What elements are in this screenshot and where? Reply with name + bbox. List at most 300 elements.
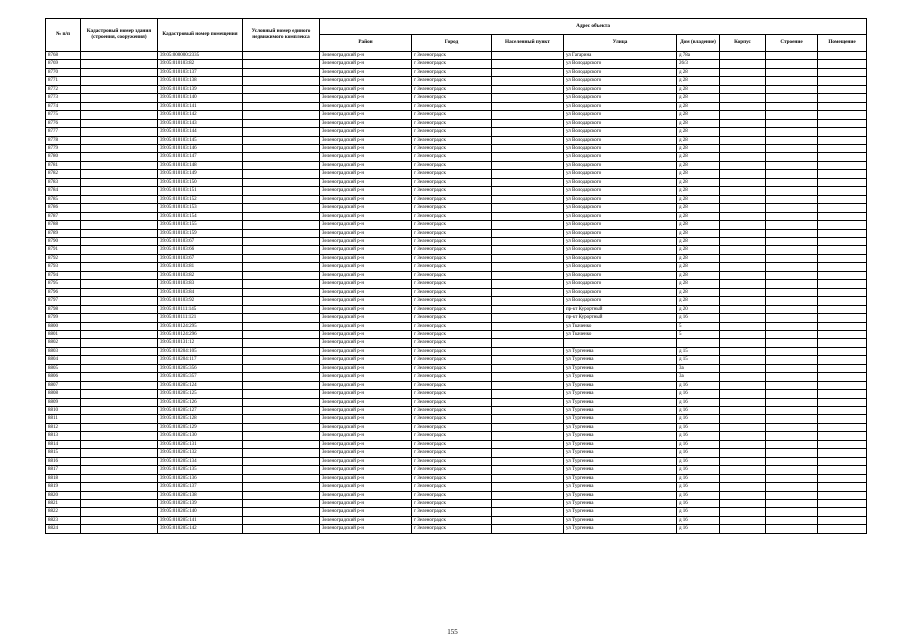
cell-house: 5 [677,330,720,338]
cell-city: г Зеленоградск [412,297,492,305]
cell-house: д 28 [677,161,720,169]
table-row [46,94,867,102]
cell-city: г Зеленоградск [412,144,492,152]
cell-complex [243,170,320,178]
cell-district: Зеленоградский р-н [320,457,412,465]
cell-settlement [492,474,564,482]
cell-pomeshchenie [818,153,867,161]
cell-pomeshchenie [818,466,867,474]
cell-num: 8771 [46,77,81,85]
cell-pomeshchenie [818,161,867,169]
cell-complex [243,195,320,203]
cell-num: 8807 [46,381,81,389]
table-row [46,204,867,212]
table-row [46,85,867,93]
cell-settlement [492,195,564,203]
cell-city: г Зеленоградск [412,68,492,76]
cell-stroenie [766,161,818,169]
cell-kad-building [81,144,158,152]
cell-pomeshchenie [818,94,867,102]
cell-korpus [720,474,766,482]
cell-stroenie [766,263,818,271]
cell-city: г Зеленоградск [412,449,492,457]
cell-korpus [720,119,766,127]
cell-house: д 16 [677,423,720,431]
cell-kad-room: 39:05:010103:146 [158,144,243,152]
cell-pomeshchenie [818,229,867,237]
cell-city: г Зеленоградск [412,237,492,245]
cell-district: Зеленоградский р-н [320,364,412,372]
cell-stroenie [766,288,818,296]
table-row [46,52,867,60]
cell-kad-building [81,356,158,364]
cell-num: 8798 [46,305,81,313]
cell-district: Зеленоградский р-н [320,85,412,93]
cell-kad-room: 39:05:010103:151 [158,187,243,195]
cell-korpus [720,373,766,381]
cell-district: Зеленоградский р-н [320,212,412,220]
cell-house [677,339,720,347]
cell-complex [243,68,320,76]
cell-korpus [720,516,766,524]
cell-stroenie [766,178,818,186]
cell-num: 8799 [46,314,81,322]
cell-street: ул Володарского [564,170,677,178]
cell-korpus [720,381,766,389]
cell-complex [243,204,320,212]
cell-city: г Зеленоградск [412,288,492,296]
cell-stroenie [766,85,818,93]
cell-house: д 28 [677,195,720,203]
cell-house: д 28 [677,280,720,288]
cell-kad-building [81,516,158,524]
cell-korpus [720,500,766,508]
cell-city: г Зеленоградск [412,111,492,119]
cell-korpus [720,144,766,152]
table-body [46,52,867,534]
cell-city: г Зеленоградск [412,390,492,398]
cell-city: г Зеленоградск [412,204,492,212]
cell-street: ул Володарского [564,254,677,262]
cell-pomeshchenie [818,77,867,85]
cell-num: 8804 [46,356,81,364]
cell-kad-room: 39:05:010205:140 [158,508,243,516]
cell-city: г Зеленоградск [412,94,492,102]
cell-korpus [720,246,766,254]
cell-num: 8808 [46,390,81,398]
cell-city: г Зеленоградск [412,102,492,110]
cell-city: г Зеленоградск [412,322,492,330]
cell-street: ул Володарского [564,94,677,102]
cell-district: Зеленоградский р-н [320,68,412,76]
cell-settlement [492,449,564,457]
cell-district: Зеленоградский р-н [320,483,412,491]
cell-settlement [492,254,564,262]
cell-kad-building [81,161,158,169]
cell-district: Зеленоградский р-н [320,128,412,136]
cell-kad-building [81,322,158,330]
col-header-house: Дом (владение) [677,35,720,52]
cell-kad-building [81,330,158,338]
cell-kad-room: 39:05:010111:121 [158,314,243,322]
cell-korpus [720,229,766,237]
cell-city: г Зеленоградск [412,305,492,313]
table-row [46,381,867,389]
cell-settlement [492,390,564,398]
table-row [46,525,867,533]
col-header-street: Улица [564,35,677,52]
cell-settlement [492,508,564,516]
table-row [46,466,867,474]
cell-street: ул Володарского [564,187,677,195]
cell-house: д 28 [677,237,720,245]
table-row [46,237,867,245]
cell-house: д 28 [677,297,720,305]
cell-kad-building [81,381,158,389]
cell-street: ул Володарского [564,111,677,119]
cell-complex [243,457,320,465]
table-row [46,432,867,440]
cell-kad-building [81,212,158,220]
cell-settlement [492,271,564,279]
cell-district: Зеленоградский р-н [320,229,412,237]
cell-stroenie [766,52,818,60]
cell-complex [243,491,320,499]
cell-settlement [492,381,564,389]
cell-kad-building [81,94,158,102]
cell-num: 8801 [46,330,81,338]
col-header-complex: Условный номер единого недвижимого комплекса [243,19,320,52]
cell-kad-room: 39:05:010124:296 [158,330,243,338]
cell-kad-room: 39:05:010124:295 [158,322,243,330]
cell-num: 8787 [46,212,81,220]
cell-kad-building [81,119,158,127]
cell-city: г Зеленоградск [412,254,492,262]
cell-city: г Зеленоградск [412,415,492,423]
cell-pomeshchenie [818,457,867,465]
col-header-num: № п/п [46,19,81,52]
table-row [46,102,867,110]
cell-num: 8784 [46,187,81,195]
cell-kad-room: 39:05:010103:141 [158,102,243,110]
cell-stroenie [766,483,818,491]
cell-complex [243,322,320,330]
cell-korpus [720,398,766,406]
cell-city: г Зеленоградск [412,423,492,431]
cell-district: Зеленоградский р-н [320,491,412,499]
cell-settlement [492,246,564,254]
cell-settlement [492,187,564,195]
cell-house: д 28 [677,204,720,212]
cell-house: д 28 [677,263,720,271]
cell-house: д 28 [677,153,720,161]
cell-complex [243,474,320,482]
cell-stroenie [766,398,818,406]
cell-house: д 28 [677,111,720,119]
cell-kad-room: 39:05:010103:159 [158,229,243,237]
cell-house: д 28 [677,178,720,186]
cell-complex [243,440,320,448]
cell-korpus [720,466,766,474]
cell-pomeshchenie [818,246,867,254]
cell-num: 8795 [46,280,81,288]
cell-korpus [720,271,766,279]
table-row [46,170,867,178]
cell-district: Зеленоградский р-н [320,381,412,389]
cell-stroenie [766,508,818,516]
cell-stroenie [766,457,818,465]
cell-kad-room: 39:05:010205:128 [158,415,243,423]
cell-kad-room: 39:05:010103:142 [158,111,243,119]
cell-pomeshchenie [818,373,867,381]
cell-settlement [492,305,564,313]
table-row [46,111,867,119]
cell-district: Зеленоградский р-н [320,280,412,288]
table-row [46,68,867,76]
cell-complex [243,305,320,313]
cell-kad-room: 39:05:010205:124 [158,381,243,389]
cell-house: д 28 [677,68,720,76]
table-row [46,229,867,237]
cell-pomeshchenie [818,314,867,322]
cell-street: ул Володарского [564,271,677,279]
cell-korpus [720,314,766,322]
cell-street: ул Тургенева [564,398,677,406]
cell-house: д 28 [677,128,720,136]
cell-complex [243,280,320,288]
cell-district: Зеленоградский р-н [320,440,412,448]
cell-num: 8800 [46,322,81,330]
col-header-korpus: Корпус [720,35,766,52]
cell-stroenie [766,516,818,524]
cell-stroenie [766,525,818,533]
cell-settlement [492,432,564,440]
cell-num: 8817 [46,466,81,474]
cell-city: г Зеленоградск [412,221,492,229]
cell-street: ул Тургенева [564,390,677,398]
cell-korpus [720,415,766,423]
cell-complex [243,516,320,524]
cell-num: 8823 [46,516,81,524]
cell-num: 8789 [46,229,81,237]
cell-pomeshchenie [818,195,867,203]
cell-kad-room: 39:05:010204:117 [158,356,243,364]
cell-house: д 28 [677,288,720,296]
cell-district: Зеленоградский р-н [320,153,412,161]
cell-kad-building [81,280,158,288]
table-row [46,212,867,220]
cell-street: ул Тургенева [564,407,677,415]
cell-house: д 28 [677,85,720,93]
cell-num: 8809 [46,398,81,406]
cell-district: Зеленоградский р-н [320,407,412,415]
cell-kad-building [81,254,158,262]
cell-kad-building [81,52,158,60]
cell-kad-building [81,153,158,161]
cell-kad-building [81,111,158,119]
cell-pomeshchenie [818,102,867,110]
cell-district: Зеленоградский р-н [320,314,412,322]
cell-kad-building [81,407,158,415]
cell-pomeshchenie [818,204,867,212]
cell-stroenie [766,144,818,152]
table-row [46,288,867,296]
cell-complex [243,187,320,195]
cell-complex [243,314,320,322]
table-row [46,474,867,482]
cell-settlement [492,516,564,524]
cell-complex [243,85,320,93]
cell-street: ул Володарского [564,68,677,76]
col-header-kad-building: Кадастровый номер здания (строения, сооружения) [81,19,158,52]
cell-settlement [492,102,564,110]
cell-city: г Зеленоградск [412,440,492,448]
cell-pomeshchenie [818,170,867,178]
cell-district: Зеленоградский р-н [320,339,412,347]
table-row [46,178,867,186]
cell-street: ул Тургенева [564,449,677,457]
cell-street: ул Володарского [564,77,677,85]
cell-complex [243,52,320,60]
table-row [46,415,867,423]
cell-stroenie [766,60,818,68]
cell-street: ул Володарского [564,221,677,229]
cell-kad-room: 39:05:010103:92 [158,297,243,305]
cell-city: г Зеленоградск [412,280,492,288]
cell-kad-building [81,85,158,93]
cell-pomeshchenie [818,381,867,389]
cell-num: 8772 [46,85,81,93]
cell-stroenie [766,466,818,474]
table-row [46,423,867,431]
cell-pomeshchenie [818,136,867,144]
cell-city: г Зеленоградск [412,314,492,322]
cell-korpus [720,288,766,296]
cell-house: д 28 [677,212,720,220]
cell-district: Зеленоградский р-н [320,77,412,85]
cell-settlement [492,212,564,220]
cell-stroenie [766,373,818,381]
cell-street: ул Володарского [564,153,677,161]
col-header-settlement: Населенный пункт [492,35,564,52]
cell-street: ул Тургенева [564,373,677,381]
cell-kad-building [81,314,158,322]
cell-kad-building [81,398,158,406]
table-row [46,347,867,355]
cell-settlement [492,423,564,431]
table-row [46,221,867,229]
cell-korpus [720,204,766,212]
table-row [46,364,867,372]
cell-stroenie [766,212,818,220]
cell-pomeshchenie [818,263,867,271]
cell-stroenie [766,254,818,262]
cell-house: д 78а [677,52,720,60]
col-header-stroenie: Строение [766,35,818,52]
registry-sheet [45,18,866,534]
cell-settlement [492,68,564,76]
cell-stroenie [766,187,818,195]
cell-kad-room: 39:05:010103:152 [158,195,243,203]
cell-street: ул Тургенева [564,474,677,482]
cell-kad-building [81,339,158,347]
cell-city: г Зеленоградск [412,229,492,237]
cell-settlement [492,525,564,533]
cell-settlement [492,77,564,85]
cell-district: Зеленоградский р-н [320,246,412,254]
cell-kad-building [81,525,158,533]
cell-pomeshchenie [818,415,867,423]
cell-settlement [492,204,564,212]
cell-stroenie [766,347,818,355]
cell-complex [243,415,320,423]
cell-district: Зеленоградский р-н [320,305,412,313]
cell-num: 8783 [46,178,81,186]
cell-kad-building [81,263,158,271]
cell-korpus [720,212,766,220]
cell-district: Зеленоградский р-н [320,52,412,60]
cell-city: г Зеленоградск [412,347,492,355]
cell-stroenie [766,237,818,245]
property-registry-table [45,18,867,534]
cell-street: пр-кт Курортный [564,314,677,322]
cell-settlement [492,297,564,305]
cell-street: ул Володарского [564,280,677,288]
cell-complex [243,398,320,406]
cell-settlement [492,491,564,499]
cell-pomeshchenie [818,119,867,127]
cell-city: г Зеленоградск [412,474,492,482]
cell-kad-room: 39:05:010103:137 [158,68,243,76]
cell-kad-room: 39:05:010205:357 [158,373,243,381]
cell-korpus [720,68,766,76]
cell-settlement [492,457,564,465]
cell-settlement [492,136,564,144]
cell-kad-room: 39:05:010111:145 [158,305,243,313]
cell-house: д 16 [677,466,720,474]
cell-street: ул Володарского [564,229,677,237]
cell-stroenie [766,305,818,313]
cell-complex [243,500,320,508]
cell-house: д 28 [677,102,720,110]
cell-house: д 28 [677,144,720,152]
cell-kad-room: 39:05:010205:136 [158,474,243,482]
cell-house: д 28 [677,94,720,102]
table-row [46,516,867,524]
cell-stroenie [766,432,818,440]
cell-district: Зеленоградский р-н [320,119,412,127]
cell-num: 8778 [46,136,81,144]
cell-settlement [492,415,564,423]
cell-complex [243,339,320,347]
cell-district: Зеленоградский р-н [320,466,412,474]
cell-stroenie [766,77,818,85]
cell-complex [243,246,320,254]
cell-pomeshchenie [818,187,867,195]
cell-city: г Зеленоградск [412,432,492,440]
cell-pomeshchenie [818,339,867,347]
cell-street: ул Володарского [564,144,677,152]
cell-num: 8816 [46,457,81,465]
cell-num: 8781 [46,161,81,169]
cell-settlement [492,466,564,474]
cell-num: 8794 [46,271,81,279]
cell-settlement [492,440,564,448]
table-row [46,119,867,127]
cell-stroenie [766,170,818,178]
cell-kad-building [81,415,158,423]
cell-district: Зеленоградский р-н [320,263,412,271]
